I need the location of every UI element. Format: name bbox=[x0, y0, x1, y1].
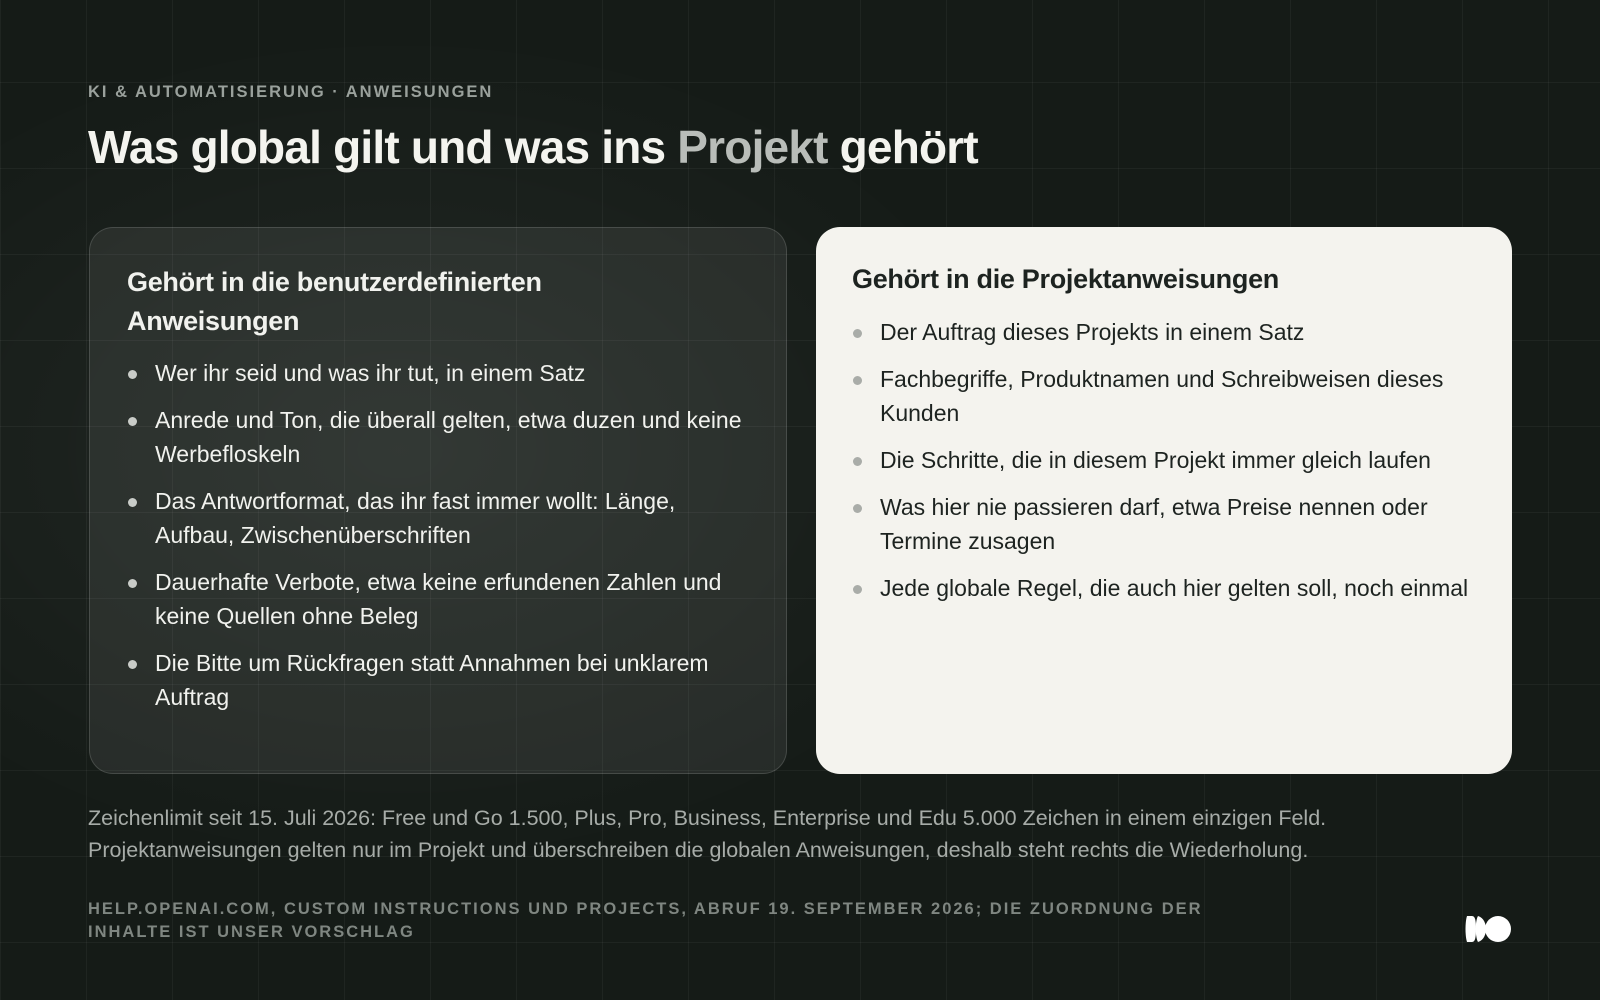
bullet-icon bbox=[128, 660, 137, 669]
list-item bbox=[852, 315, 1472, 349]
list-item bbox=[127, 484, 747, 552]
list-item bbox=[852, 490, 1472, 558]
bullet-icon bbox=[853, 329, 862, 338]
card-heading: Gehört in die benutzerdefinierten Anweisungen bbox=[127, 267, 542, 336]
footnote bbox=[88, 802, 1528, 866]
list-item-text: Anrede und Ton, die überall gelten, etwa duzen und keine Werbefloskeln bbox=[155, 407, 742, 467]
list-item bbox=[852, 571, 1472, 605]
list-item-text: Fachbegriffe, Produktnamen und Schreibweisen dieses Kunden bbox=[880, 366, 1444, 426]
global-instructions-card bbox=[89, 227, 787, 774]
page-title bbox=[88, 120, 978, 174]
list-item bbox=[127, 403, 747, 471]
list-item-text: Was hier nie passieren darf, etwa Preise nennen oder Termine zusagen bbox=[880, 494, 1428, 554]
bullet-icon bbox=[128, 370, 137, 379]
bullet-icon bbox=[853, 457, 862, 466]
card-heading: Gehört in die Projektanweisungen bbox=[852, 264, 1279, 294]
list-item bbox=[127, 356, 747, 390]
list-item-text: Die Schritte, die in diesem Projekt immer gleich laufen bbox=[880, 447, 1431, 473]
title-part-1: Was global gilt und was ins bbox=[88, 121, 678, 173]
bullet-list bbox=[127, 356, 747, 727]
bullet-icon bbox=[128, 579, 137, 588]
list-item-text: Wer ihr seid und was ihr tut, in einem Satz bbox=[155, 360, 586, 386]
list-item bbox=[852, 362, 1472, 430]
project-instructions-card bbox=[816, 227, 1512, 774]
list-item bbox=[852, 443, 1472, 477]
list-item bbox=[127, 565, 747, 633]
brand-logo-icon bbox=[1464, 912, 1512, 946]
list-item-text: Jede globale Regel, die auch hier gelten soll, noch einmal bbox=[880, 575, 1469, 601]
source-citation: HELP.OPENAI.COM, CUSTOM INSTRUCTIONS UND PROJECTS, ABRUF 19. SEPTEMBER 2026; DIE ZUORDNUNG DER INHALTE IST UNSER VORSCHLAG bbox=[88, 900, 1203, 941]
eyebrow: KI & AUTOMATISIERUNG · ANWEISUNGEN bbox=[88, 83, 494, 101]
title-part-2: gehört bbox=[827, 121, 978, 173]
bullet-icon bbox=[853, 585, 862, 594]
list-item-text: Der Auftrag dieses Projekts in einem Satz bbox=[880, 319, 1305, 345]
bullet-icon bbox=[128, 417, 137, 426]
bullet-icon bbox=[128, 498, 137, 507]
bullet-list bbox=[852, 315, 1472, 618]
footnote-line-2: Projektanweisungen gelten nur im Projekt und überschreiben die globalen Anweisungen, deshalb steht rechts die Wiederholung. bbox=[88, 838, 1309, 862]
list-item-text: Die Bitte um Rückfragen statt Annahmen bei unklarem Auftrag bbox=[155, 650, 709, 710]
list-item-text: Dauerhafte Verbote, etwa keine erfundenen Zahlen und keine Quellen ohne Beleg bbox=[155, 569, 722, 629]
list-item-text: Das Antwortformat, das ihr fast immer wollt: Länge, Aufbau, Zwischenüberschriften bbox=[155, 488, 676, 548]
list-item bbox=[127, 646, 747, 714]
title-accent: Projekt bbox=[677, 121, 828, 173]
footnote-line-1: Zeichenlimit seit 15. Juli 2026: Free und Go 1.500, Plus, Pro, Business, Enterprise und Edu 5.000 Zeichen in einem einzigen Feld. bbox=[88, 806, 1327, 830]
bullet-icon bbox=[853, 376, 862, 385]
bullet-icon bbox=[853, 504, 862, 513]
